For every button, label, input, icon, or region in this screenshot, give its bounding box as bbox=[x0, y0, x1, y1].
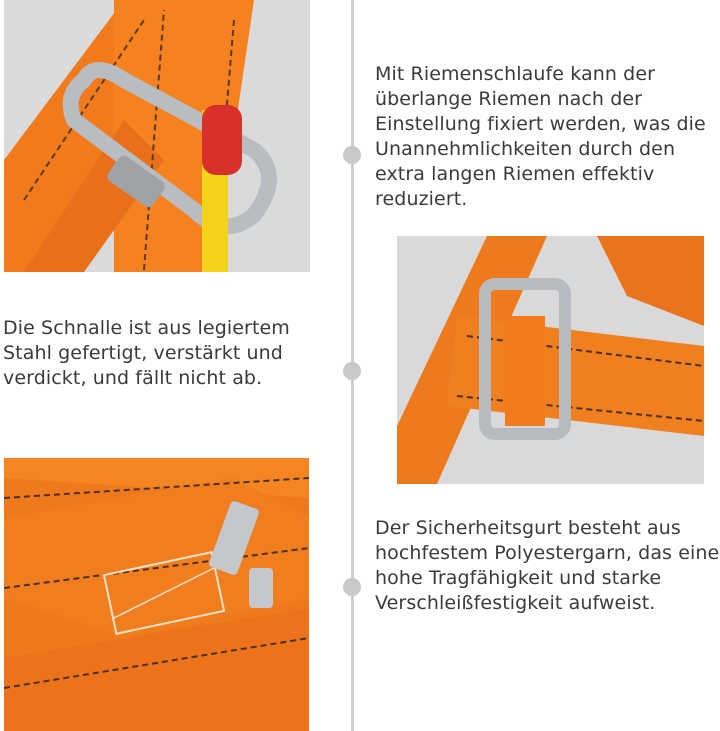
caption-strap-loop: Mit Riemenschlaufe kann der überlange Riemen nach der Einstellung fixiert werden, was die Unannehmlichkeiten durch den extra langen Riemen effektiv reduziert. bbox=[375, 63, 706, 210]
caption-buckle: Die Schnalle ist aus legiertem Stahl gefertigt, verstärkt und verdickt, und fällt nicht ab. bbox=[3, 317, 290, 389]
webbing-photo bbox=[4, 458, 309, 731]
strap-loop-photo bbox=[397, 236, 704, 484]
divider-marker-2 bbox=[343, 362, 361, 380]
divider-marker-1 bbox=[343, 146, 361, 164]
carabiner-photo bbox=[4, 0, 310, 272]
caption-webbing: Der Sicherheitsgurt besteht aus hochfestem Polyestergarn, das eine hohe Tragfähigkeit und starke Verschleißfestigkeit aufweist. bbox=[375, 517, 720, 614]
divider-marker-3 bbox=[343, 578, 361, 596]
